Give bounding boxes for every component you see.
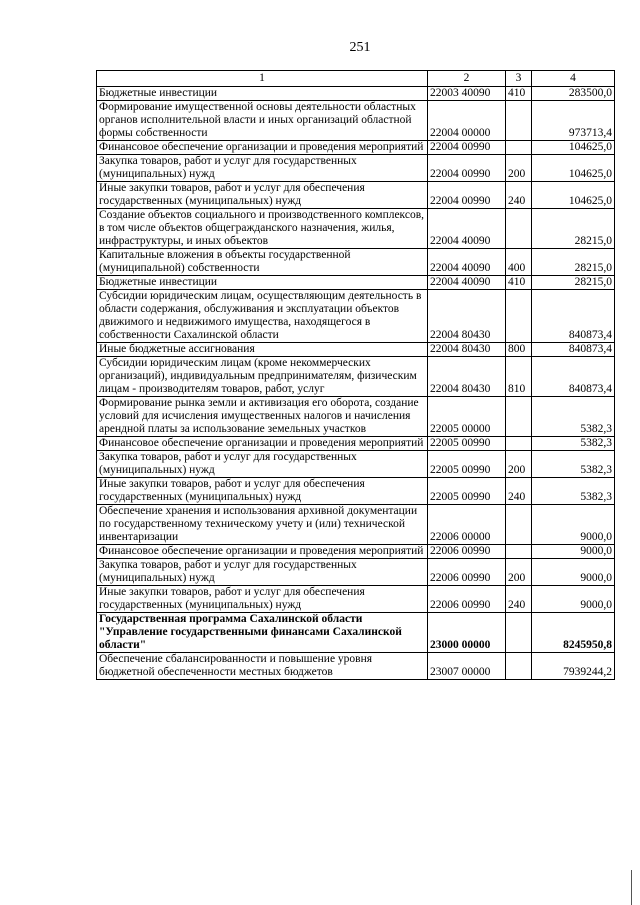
row-code-cell: 22004 80430 xyxy=(428,290,506,343)
table-row xyxy=(97,437,615,451)
row-type-cell: 810 xyxy=(506,357,532,397)
row-type-cell xyxy=(506,209,532,249)
table-row xyxy=(97,249,615,276)
table-row xyxy=(97,101,615,141)
table-row xyxy=(97,451,615,478)
row-sum-cell: 9000,0 xyxy=(532,545,615,559)
row-sum-cell: 104625,0 xyxy=(532,182,615,209)
row-name-cell: Иные закупки товаров, работ и услуг для обеспечения государственных (муниципальных) нужд xyxy=(97,182,428,209)
table-row xyxy=(97,505,615,545)
header-name: 1 xyxy=(97,71,428,87)
row-name-cell: Формирование рынка земли и активизация его оборота, создание условий для исчисления имущественных налогов и начисления арендной платы за использование земельных участков xyxy=(97,397,428,437)
row-type-cell: 240 xyxy=(506,586,532,613)
row-type-cell: 240 xyxy=(506,478,532,505)
scan-edge-line xyxy=(631,870,632,905)
row-sum-cell: 283500,0 xyxy=(532,87,615,101)
row-name-cell: Субсидии юридическим лицам (кроме некоммерческих организаций), индивидуальным предпринимателям, физическим лицам - производителям товаров, работ, услуг xyxy=(97,357,428,397)
row-name-cell: Финансовое обеспечение организации и проведения мероприятий xyxy=(97,141,428,155)
row-name-cell: Создание объектов социального и производственного комплексов, в том числе объектов общегражданского назначения, жилья, инфраструктуры, и иных объектов xyxy=(97,209,428,249)
row-type-cell: 200 xyxy=(506,451,532,478)
header-sum: 4 xyxy=(532,71,615,87)
row-sum-cell: 9000,0 xyxy=(532,505,615,545)
row-sum-cell: 5382,3 xyxy=(532,437,615,451)
row-code-cell: 22004 00990 xyxy=(428,155,506,182)
row-sum-cell: 7939244,2 xyxy=(532,653,615,680)
row-type-cell xyxy=(506,141,532,155)
row-code-cell: 22006 00000 xyxy=(428,505,506,545)
row-name-cell: Иные бюджетные ассигнования xyxy=(97,343,428,357)
row-name-cell: Иные закупки товаров, работ и услуг для обеспечения государственных (муниципальных) нужд xyxy=(97,478,428,505)
row-sum-cell: 840873,4 xyxy=(532,357,615,397)
row-sum-cell: 5382,3 xyxy=(532,478,615,505)
row-code-cell: 22004 80430 xyxy=(428,343,506,357)
row-code-cell: 22006 00990 xyxy=(428,586,506,613)
row-sum-cell: 104625,0 xyxy=(532,155,615,182)
budget-table xyxy=(96,70,615,680)
row-name-cell: Закупка товаров, работ и услуг для государственных (муниципальных) нужд xyxy=(97,451,428,478)
table-row xyxy=(97,613,615,653)
row-name-cell: Субсидии юридическим лицам, осуществляющим деятельность в области содержания, обслуживания и эксплуатации объектов движимого и недвижимого имущества, находящегося в собственности Сахалинской области xyxy=(97,290,428,343)
row-name-cell: Финансовое обеспечение организации и проведения мероприятий xyxy=(97,545,428,559)
row-code-cell: 22004 00000 xyxy=(428,101,506,141)
row-sum-cell: 840873,4 xyxy=(532,290,615,343)
row-type-cell: 240 xyxy=(506,182,532,209)
row-name-cell: Иные закупки товаров, работ и услуг для обеспечения государственных (муниципальных) нужд xyxy=(97,586,428,613)
table-row xyxy=(97,478,615,505)
table-row xyxy=(97,141,615,155)
row-code-cell: 22006 00990 xyxy=(428,559,506,586)
table-row xyxy=(97,357,615,397)
row-sum-cell: 28215,0 xyxy=(532,209,615,249)
row-name-cell: Закупка товаров, работ и услуг для государственных (муниципальных) нужд xyxy=(97,155,428,182)
row-type-cell: 410 xyxy=(506,87,532,101)
row-code-cell: 23007 00000 xyxy=(428,653,506,680)
header-code: 2 xyxy=(428,71,506,87)
row-code-cell: 22004 40090 xyxy=(428,249,506,276)
row-type-cell xyxy=(506,397,532,437)
row-name-cell: Закупка товаров, работ и услуг для государственных (муниципальных) нужд xyxy=(97,559,428,586)
table-body xyxy=(97,87,615,680)
table-row xyxy=(97,155,615,182)
header-type: 3 xyxy=(506,71,532,87)
row-type-cell xyxy=(506,653,532,680)
row-name-cell: Капитальные вложения в объекты государственной (муниципальной) собственности xyxy=(97,249,428,276)
row-code-cell: 22005 00990 xyxy=(428,478,506,505)
row-code-cell: 22004 80430 xyxy=(428,357,506,397)
row-sum-cell: 5382,3 xyxy=(532,397,615,437)
row-code-cell: 22003 40090 xyxy=(428,87,506,101)
table-row xyxy=(97,182,615,209)
row-code-cell: 22005 00990 xyxy=(428,437,506,451)
row-code-cell: 22004 40090 xyxy=(428,276,506,290)
row-sum-cell: 9000,0 xyxy=(532,586,615,613)
row-type-cell: 410 xyxy=(506,276,532,290)
table-header-row xyxy=(97,71,615,87)
row-name-cell: Государственная программа Сахалинской области "Управление государственными финансами Сахалинской области" xyxy=(97,613,428,653)
row-code-cell: 22004 40090 xyxy=(428,209,506,249)
table-row xyxy=(97,209,615,249)
table-row xyxy=(97,397,615,437)
row-name-cell: Обеспечение сбалансированности и повышение уровня бюджетной обеспеченности местных бюджетов xyxy=(97,653,428,680)
row-code-cell: 22005 00990 xyxy=(428,451,506,478)
row-sum-cell: 28215,0 xyxy=(532,249,615,276)
row-sum-cell: 9000,0 xyxy=(532,559,615,586)
row-sum-cell: 104625,0 xyxy=(532,141,615,155)
row-sum-cell: 973713,4 xyxy=(532,101,615,141)
row-type-cell: 800 xyxy=(506,343,532,357)
row-name-cell: Бюджетные инвестиции xyxy=(97,276,428,290)
row-type-cell xyxy=(506,505,532,545)
row-sum-cell: 28215,0 xyxy=(532,276,615,290)
table-row xyxy=(97,586,615,613)
row-name-cell: Обеспечение хранения и использования архивной документации по государственному техническому учету и (или) технической инвентаризации xyxy=(97,505,428,545)
table-row xyxy=(97,545,615,559)
row-name-cell: Финансовое обеспечение организации и проведения мероприятий xyxy=(97,437,428,451)
row-name-cell: Бюджетные инвестиции xyxy=(97,87,428,101)
row-sum-cell: 840873,4 xyxy=(532,343,615,357)
row-type-cell xyxy=(506,545,532,559)
row-code-cell: 23000 00000 xyxy=(428,613,506,653)
row-sum-cell: 5382,3 xyxy=(532,451,615,478)
row-type-cell: 200 xyxy=(506,155,532,182)
row-sum-cell: 8245950,8 xyxy=(532,613,615,653)
row-type-cell: 200 xyxy=(506,559,532,586)
row-type-cell xyxy=(506,101,532,141)
table-row xyxy=(97,559,615,586)
row-name-cell: Формирование имущественной основы деятельности областных органов исполнительной власти и иных организаций областной формы собственности xyxy=(97,101,428,141)
row-type-cell xyxy=(506,290,532,343)
row-code-cell: 22004 00990 xyxy=(428,182,506,209)
table-row xyxy=(97,87,615,101)
table-row xyxy=(97,290,615,343)
row-type-cell xyxy=(506,613,532,653)
row-code-cell: 22004 00990 xyxy=(428,141,506,155)
row-type-cell: 400 xyxy=(506,249,532,276)
table-row xyxy=(97,653,615,680)
page-number: 251 xyxy=(349,40,371,55)
row-code-cell: 22005 00000 xyxy=(428,397,506,437)
row-type-cell xyxy=(506,437,532,451)
row-code-cell: 22006 00990 xyxy=(428,545,506,559)
table-row xyxy=(97,276,615,290)
table-row xyxy=(97,343,615,357)
